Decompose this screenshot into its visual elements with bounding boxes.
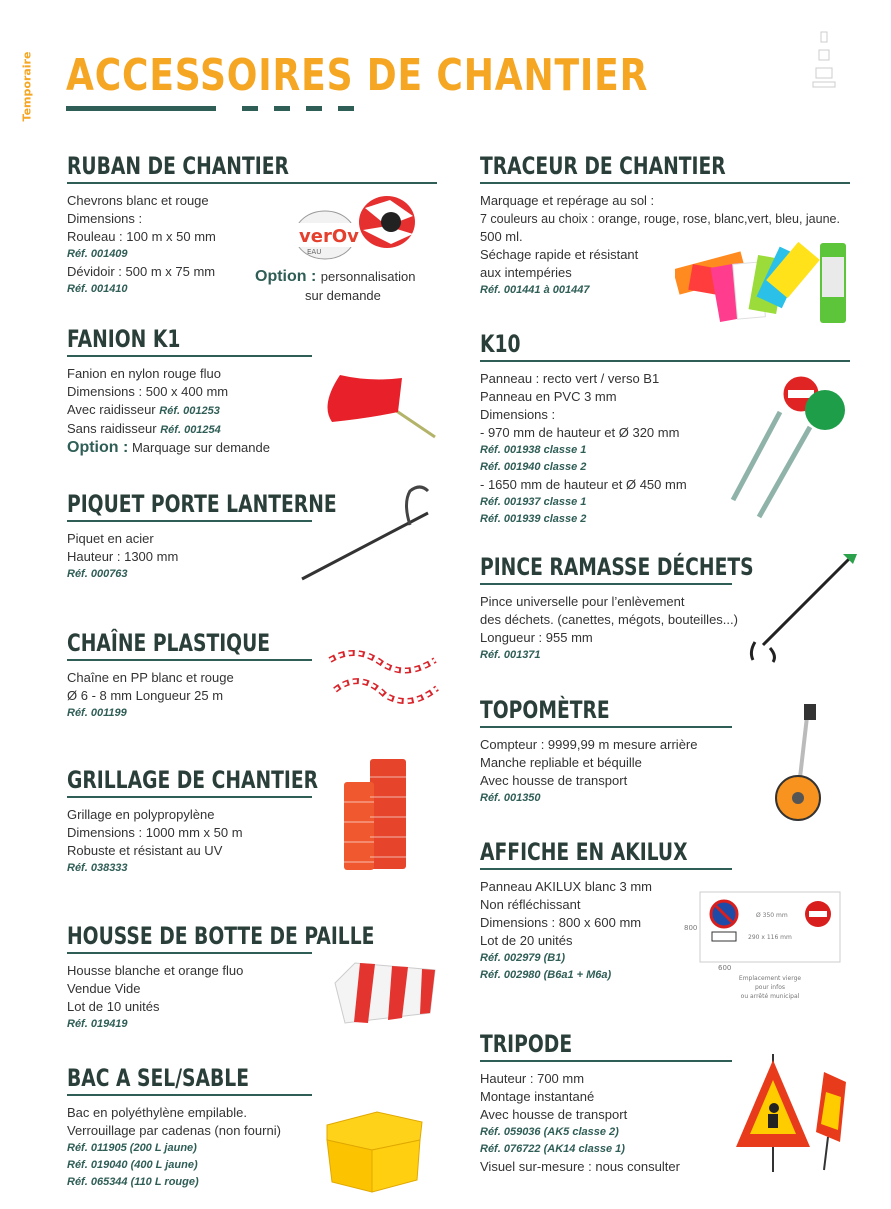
section-bac: [67, 1064, 312, 1191]
k10-large: - 1650 mm de hauteur et Ø 450 mm: [480, 477, 687, 492]
section-title: FANION K1: [67, 325, 181, 353]
pince-desc-2: des déchets. (canettes, mégots, bouteilles...): [480, 612, 738, 627]
diagram-rect-dim: 290 x 116 mm: [748, 934, 792, 941]
ref-code: Réf. 011905 (200 L jaune): [67, 1142, 197, 1154]
tape-logo-text: verOv: [299, 226, 359, 247]
piquet-desc: Piquet en acier: [67, 531, 154, 546]
diagram-width: 600: [718, 964, 732, 972]
section-title: GRILLAGE DE CHANTIER: [67, 766, 319, 794]
section-rule: [67, 1094, 312, 1096]
fanion-desc: Fanion en nylon rouge fluo: [67, 366, 221, 381]
color-swatch-image: [675, 225, 850, 325]
ref-code: Réf. 001199: [67, 707, 127, 719]
ref-code: Réf. 076722 (AK14 classe 1): [480, 1143, 625, 1155]
traceur-desc: Marquage et repérage au sol :: [480, 193, 655, 208]
housse-empty: Vendue Vide: [67, 981, 141, 996]
tripode-setup: Montage instantané: [480, 1089, 595, 1104]
topometre-counter: Compteur : 9999,99 m mesure arrière: [480, 737, 698, 752]
diagram-circle-dim: Ø 350 mm: [756, 912, 788, 919]
section-rule: [67, 355, 312, 357]
ref-code: Réf. 001410: [67, 283, 128, 295]
topometre-bag: Avec housse de transport: [480, 773, 628, 788]
topometre-handle: Manche repliable et béquille: [480, 755, 642, 770]
ruban-devidoir: Dévidoir : 500 m x 75 mm: [67, 264, 216, 279]
section-piquet: [67, 490, 337, 583]
ref-code: Réf. 059036 (AK5 classe 2): [480, 1126, 619, 1138]
section-fanion: [67, 325, 312, 457]
section-title: RUBAN DE CHANTIER: [67, 152, 289, 180]
diagram-note: ou arrêté municipal: [740, 993, 800, 1000]
ref-code: Réf. 002979 (B1): [480, 952, 565, 964]
tripode-custom: Visuel sur-mesure : nous consulter: [480, 1159, 680, 1174]
affiche-panel: Panneau AKILUX blanc 3 mm: [480, 879, 652, 894]
section-tripode: [480, 1030, 732, 1176]
section-rule: [67, 952, 312, 954]
section-housse: [67, 922, 375, 1033]
fanion-without: Sans raidisseur: [67, 421, 157, 436]
k10-dim-label: Dimensions :: [480, 407, 556, 422]
ref-code: Réf. 001350: [480, 792, 541, 804]
bac-desc: Bac en polyéthylène empilable.: [67, 1105, 247, 1120]
section-rule: [67, 796, 312, 798]
ref-code: Réf. 001937 classe 1: [480, 496, 587, 508]
option-text: personnalisation: [320, 269, 416, 284]
section-topometre: [480, 696, 732, 807]
salt-bin-image: [322, 1110, 427, 1195]
section-title: K10: [480, 330, 521, 358]
bac-lock: Verrouillage par cadenas (non fourni): [67, 1123, 281, 1138]
section-rule: [67, 182, 437, 184]
tape-roll-image: [295, 190, 425, 265]
section-rule: [480, 182, 850, 184]
piquet-height: Hauteur : 1300 mm: [67, 549, 179, 564]
traceur-weather: aux intempéries: [480, 265, 572, 280]
section-title: AFFICHE EN AKILUX: [480, 838, 688, 866]
section-grillage: [67, 766, 319, 877]
ref-code: Réf. 001938 classe 1: [480, 444, 587, 456]
ref-code: Réf. 038333: [67, 862, 128, 874]
fanion-with: Avec raidisseur: [67, 402, 156, 417]
section-rule: [480, 1060, 732, 1062]
ref-code: Réf. 001940 classe 2: [480, 461, 587, 473]
k10-small: - 970 mm de hauteur et Ø 320 mm: [480, 425, 680, 440]
section-rule: [480, 360, 850, 362]
pince-desc: Pince universelle pour l’enlèvement: [480, 594, 685, 609]
section-rule: [67, 659, 312, 661]
tape-logo-sub: EAU: [307, 248, 322, 256]
title-dash: [242, 106, 258, 111]
measuring-wheel-image: [770, 700, 830, 825]
diagram-note: Emplacement vierge: [738, 975, 802, 982]
section-title: BAC A SEL/SABLE: [67, 1064, 250, 1092]
title-dash: [306, 106, 322, 111]
k10-paddle-image: [725, 372, 850, 522]
ref-code: Réf. 065344 (110 L rouge): [67, 1176, 199, 1188]
section-title: HOUSSE DE BOTTE DE PAILLE: [67, 922, 375, 950]
affiche-nonreflective: Non réfléchissant: [480, 897, 581, 912]
diagram-note: pour infos: [754, 984, 786, 991]
fanion-dim: Dimensions : 500 x 400 mm: [67, 384, 229, 399]
cone-icon: [812, 30, 836, 90]
ref-code: Réf. 000763: [67, 568, 128, 580]
option-label: Option :: [255, 268, 317, 285]
ref-code: Réf. 002980 (B6a1 + M6a): [480, 969, 612, 981]
litter-picker-image: [745, 550, 860, 665]
pince-length: Longueur : 955 mm: [480, 630, 593, 645]
section-rule: [480, 868, 732, 870]
chaine-desc: Chaîne en PP blanc et rouge: [67, 670, 234, 685]
section-title: TRIPODE: [480, 1030, 573, 1058]
section-rule: [67, 520, 312, 522]
chain-image: [325, 640, 440, 710]
akilux-diagram: [680, 890, 850, 1005]
section-pince: [480, 553, 754, 664]
side-tab-label: Temporaire: [20, 51, 34, 122]
option-text: sur demande: [305, 288, 381, 303]
grillage-dim: Dimensions : 1000 mm x 50 m: [67, 825, 243, 840]
section-title: TOPOMÈTRE: [480, 696, 610, 724]
side-tab: [8, 50, 38, 130]
section-rule: [480, 583, 732, 585]
traceur-colors: 7 couleurs au choix : orange, rouge, rose, blanc,vert, bleu, jaune.: [480, 212, 840, 226]
grillage-desc: Grillage en polypropylène: [67, 807, 215, 822]
option-text: Marquage sur demande: [131, 440, 270, 455]
housse-desc: Housse blanche et orange fluo: [67, 963, 244, 978]
traceur-volume: 500 ml.: [480, 229, 523, 244]
k10-faces: Panneau : recto vert / verso B1: [480, 371, 660, 386]
section-title: PINCE RAMASSE DÉCHETS: [480, 553, 754, 581]
ref-code: Réf. 001939 classe 2: [480, 513, 587, 525]
ref-code: Réf. 019040 (400 L jaune): [67, 1159, 198, 1171]
title-dash: [274, 106, 290, 111]
ref-code: Réf. 001253: [159, 405, 220, 417]
page-title: ACCESSOIRES DE CHANTIER: [66, 50, 649, 101]
ref-code: Réf. 001409: [67, 248, 128, 260]
affiche-lot: Lot de 20 unités: [480, 933, 573, 948]
tripode-bag: Avec housse de transport: [480, 1107, 628, 1122]
chaine-dim: Ø 6 - 8 mm Longueur 25 m: [67, 688, 224, 703]
ruban-option: [255, 268, 435, 303]
k10-material: Panneau en PVC 3 mm: [480, 389, 617, 404]
stake-image: [298, 483, 438, 583]
section-chaine: [67, 629, 312, 722]
straw-bale-cover-image: [330, 958, 440, 1028]
ref-code: Réf. 001371: [480, 649, 541, 661]
ref-code: Réf. 001254: [160, 424, 221, 436]
flag-image: [310, 370, 440, 440]
title-dash: [338, 106, 354, 111]
tripod-sign-image: [728, 1052, 850, 1174]
ruban-dim-label: Dimensions :: [67, 211, 143, 226]
option-label: Option :: [67, 439, 129, 456]
title-underline: [66, 106, 216, 111]
mesh-roll-image: [340, 757, 410, 872]
ref-code: Réf. 019419: [67, 1018, 128, 1030]
tripode-height: Hauteur : 700 mm: [480, 1071, 585, 1086]
section-title: CHAÎNE PLASTIQUE: [67, 629, 271, 657]
ruban-desc: Chevrons blanc et rouge: [67, 193, 209, 208]
diagram-height: 800: [684, 924, 698, 932]
grillage-uv: Robuste et résistant au UV: [67, 843, 223, 858]
section-title: TRACEUR DE CHANTIER: [480, 152, 726, 180]
ref-code: Réf. 001441 à 001447: [480, 284, 590, 296]
traceur-drying: Séchage rapide et résistant: [480, 247, 639, 262]
section-rule: [480, 726, 732, 728]
housse-lot: Lot de 10 unités: [67, 999, 160, 1014]
ruban-roll: Rouleau : 100 m x 50 mm: [67, 229, 216, 244]
section-title: PIQUET PORTE LANTERNE: [67, 490, 337, 518]
affiche-dim: Dimensions : 800 x 600 mm: [480, 915, 642, 930]
